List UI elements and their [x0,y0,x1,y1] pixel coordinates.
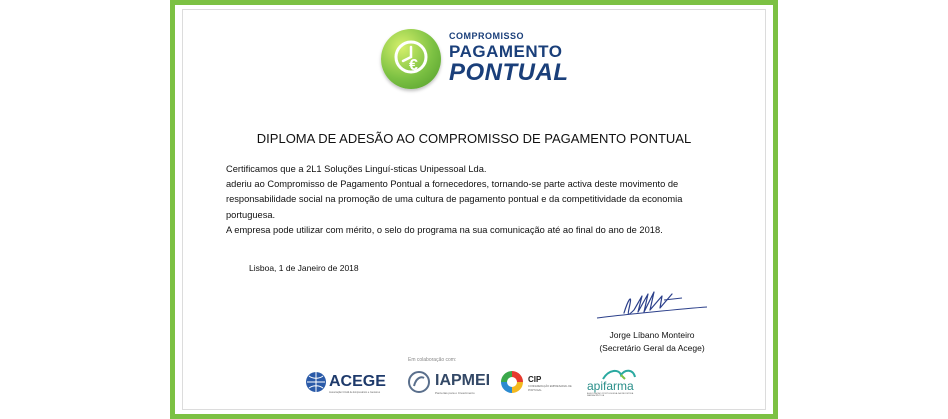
diploma-title: DIPLOMA DE ADESÃO AO COMPROMISSO DE PAGAMENTO PONTUAL [256,131,692,146]
collaboration-label: Em colaboração com: [408,357,457,363]
body-line-1: Certificamos que a 2L1 Soluções Linguí-sticas Unipessoal Lda. [226,164,487,174]
acege-subtitle: Associação Cristã de Empresários e Gestores [329,391,381,394]
iapmei-subtitle: Parcerias para o Crescimento [435,391,475,395]
signatory-name: Jorge Líbano Monteiro [609,330,695,340]
body-line-3: A empresa pode utilizar com mérito, o selo do programa na sua comunicação até ao final do ano de 2018. [226,224,663,235]
body-line-2: aderiu ao Compromisso de Pagamento Pontual a fornecedores, tornando-se parte activa deste movimento de responsabilidade social na promoção de uma cultura de pagamento pontual e da competitividade da economia portuguesa. [226,179,683,220]
iapmei-name: IAPMEI [435,372,491,389]
signature-mark [592,288,712,328]
sponsor-apifarma [587,367,667,397]
acege-name: ACEGE [329,373,386,390]
apifarma-name: apifarma [587,379,634,393]
certificate-frame [170,0,778,419]
apifarma-subtitle: ASSOCIAÇÃO PORTUGUESA DA INDÚSTRIA FARMACÊUTICA [587,393,634,397]
logo-line-1: COMPROMISSO [449,31,525,41]
logo-badge [381,29,441,89]
sponsor-cip [499,367,579,397]
signatory-block [587,329,717,354]
logo-line-3: PONTUAL [449,59,569,86]
clock-euro-icon [393,39,429,75]
cip-ring-icon [499,369,525,395]
acege-globe-icon [305,371,327,393]
cip-subtitle: CONFEDERAÇÃO EMPRESARIAL DE PORTUGAL [528,385,572,392]
svg-text:€: € [409,57,418,74]
issue-date: Lisboa, 1 de Janeiro de 2018 [249,263,359,273]
signatory-role: (Secretário Geral da Acege) [599,342,705,353]
sponsor-acege [305,367,385,397]
sponsor-iapmei [407,367,491,397]
logo-line-2: PAGAMENTO [449,42,563,61]
diploma-body [226,162,731,238]
iapmei-swirl-icon [407,370,431,394]
cip-name: CIP [528,375,542,384]
program-logo [381,27,591,93]
